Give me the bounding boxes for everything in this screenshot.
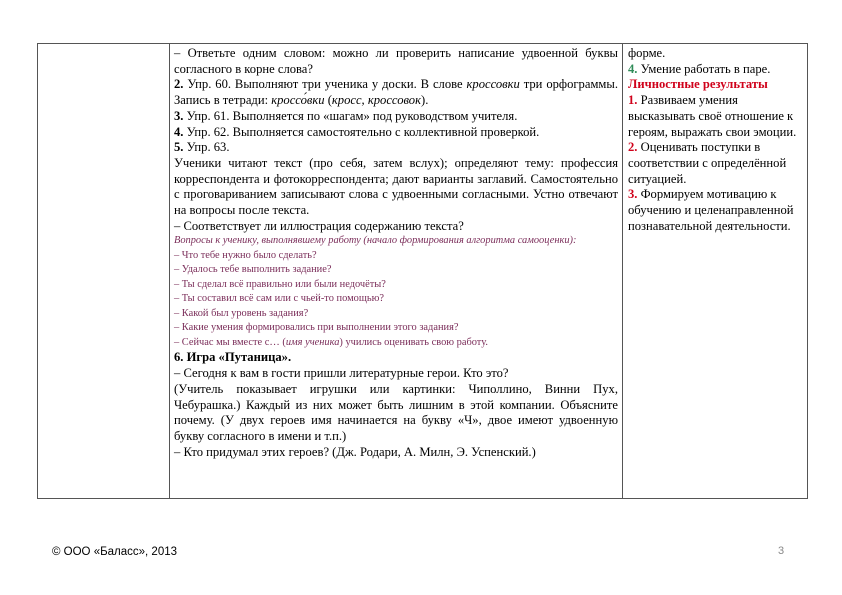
personal-result: 2. Оценивать поступки в соответствии с определённой ситуацией.: [628, 140, 787, 186]
exercise-61: 3. Упр. 61. Выполняется по «шагам» под руководством учителя.: [174, 108, 518, 123]
lesson-table: [37, 43, 808, 499]
page-number: 3: [778, 545, 785, 557]
self-assessment-header: Вопросы к ученику, выполнявшему работу (начало формирования алгоритма самооценки):: [174, 235, 577, 247]
game-line: – Кто придумал этих героев? (Дж. Родари, А. Милн, Э. Успенский.): [174, 444, 536, 459]
game-line: – Сегодня к вам в гости пришли литературные герои. Кто это?: [174, 366, 509, 381]
self-assessment-question: – Удалось тебе выполнить задание?: [174, 264, 332, 276]
game-title: 6. Игра «Путаница».: [174, 350, 292, 365]
results-line: 4. Умение работать в паре.: [628, 61, 771, 76]
table-row: [38, 44, 808, 499]
self-assessment-question: – Ты сделал всё правильно или были недочёты?: [174, 278, 386, 290]
copyright: © ООО «Баласс», 2013: [52, 546, 178, 558]
personal-result: 1. Развиваем умения высказывать своё отношение к героям, выражать свои эмоции.: [628, 93, 797, 139]
exercise-62: 4. Упр. 62. Выполняется самостоятельно с коллективной проверкой.: [174, 124, 540, 139]
exercise-63: 5. Упр. 63.: [174, 140, 230, 155]
stage-cell: [38, 44, 170, 499]
self-assessment-question: – Какой был уровень задания?: [174, 307, 309, 319]
self-assessment-question: – Сейчас мы вместе с… (имя ученика) учились оценивать свою работу.: [174, 336, 488, 348]
results-line: форме.: [628, 46, 666, 60]
self-assessment-question: – Ты составил всё сам или с чьей-то помощью?: [174, 293, 384, 305]
self-assessment-question: – Что тебе нужно было сделать?: [174, 249, 317, 261]
personal-result: 3. Формируем мотивацию к обучению и целенаправленной познавательной деятельности.: [628, 187, 794, 233]
exercise-63-text: Ученики читают текст (про себя, затем вслух); определяют тему: профессия корреспондента и фотокорреспондента; дают варианты заглавий. Самостоятельно с проговариванием записывают слова с удвоенными согласными. Устно отвечают на вопросы после текста.: [174, 155, 618, 218]
activity-cell: [170, 44, 623, 499]
game-line: (Учитель показывает игрушки или картинки: Чиполлино, Винни Пух, Чебурашка.) Каждый из них может быть лишним в этой компании. Объясните почему. (У двух героев имя начинается на букву «Ч», двое имеют удвоенную букву согласного в имени и т.п.): [174, 381, 618, 443]
exercise-60: 2. Упр. 60. Выполняют три ученика у доски. В слове кроссовки три орфограммы. Запись в тетради: кроссо́вки (кросс, кроссовок).: [174, 77, 618, 108]
question-line: – Ответьте одним словом: можно ли проверить написание удвоенной буквы согласного в корне слова?: [174, 46, 618, 76]
personal-results-header: Личностные результаты: [628, 77, 768, 92]
self-assessment-question: – Какие умения формировались при выполнении этого задания?: [174, 322, 459, 334]
illustration-question: – Соответствует ли иллюстрация содержанию текста?: [174, 218, 464, 233]
results-cell: [623, 44, 808, 499]
